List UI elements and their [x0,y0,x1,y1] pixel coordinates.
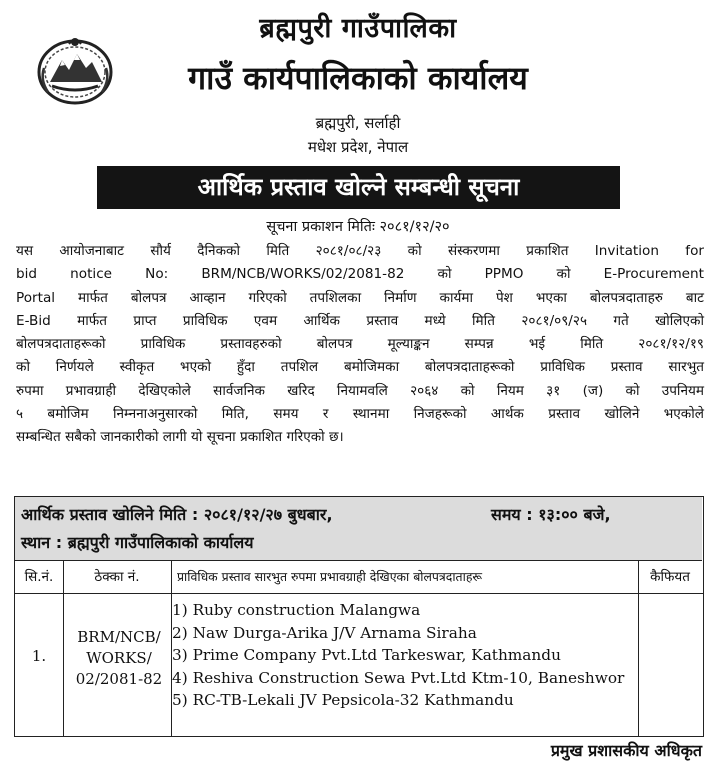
row-bidders-list [172,599,632,712]
opening-venue: स्थान : ब्रह्मपुरी गाउँपालिकाको कार्यालय [21,533,254,552]
contract-number-line: WORKS/ [86,649,152,667]
opening-date: आर्थिक प्रस्ताव खोलिने मिति : २०८१/१२/२७ बुधबार, [21,505,333,524]
notice-body-line: E-Bid मार्फत प्राप्त प्राविधिक एवम आर्थिक प्रस्ताव मध्ये मिति २०८१/०९/२५ गते खोलिएको [16,312,704,329]
contract-number-line: 02/2081-82 [75,670,163,688]
bidder-item: 2) Naw Durga-Arika J/V Arnama Siraha [172,623,477,642]
address-line-2: मधेश प्रदेश, नेपाल [307,138,409,156]
notice-body-line: को निर्णयले स्वीकृत भएको हुँदा तपशिल बमोजिमका बोलपत्रदाताहरूको प्राविधिक प्रस्ताव सारभुत [16,359,704,376]
signatory-title: प्रमुख प्रशासकीय अधिकृत [550,741,702,760]
notice-body-line: बोलपत्रदाताहरूको प्राविधिक प्रस्तावहरुको बोलपत्र मूल्याङ्कन सम्पन्न भई मिति २०८१/१२/१९ [16,336,704,353]
notice-body-line: यस आयोजनाबाट सौर्य दैनिकको मिति २०८१/०८/२३ को संस्करणमा प्रकाशित Invitation for [16,243,704,259]
notice-banner-title: आर्थिक प्रस्ताव खोल्ने सम्बन्धी सूचना [97,166,620,209]
column-header-sn: सि.नं. [24,569,54,585]
column-header-bidders: प्राविधिक प्रस्ताव सारभुत रुपमा प्रभावग्राही देखिएका बोलपत्रदाताहरू [177,569,483,584]
row-contract-number [65,627,173,690]
column-header-contract-no: ठेक्का नं. [94,569,140,585]
notice-body-line: सम्बन्धित सबैको जानकारीको लागी यो सूचना प्रकाशित गरिएको छ। [16,429,344,446]
bidder-item: 5) RC-TB-Lekali JV Pepsicola-32 Kathmandu [172,691,514,710]
bidder-item: 3) Prime Company Pvt.Ltd Tarkeswar, Kathmandu [172,646,561,665]
office-title-executive: गाउँ कार्यपालिकाको कार्यालय [188,59,528,97]
bidders-table [14,496,704,737]
bidder-item: 4) Reshiva Construction Sewa Pvt.Ltd Ktm-10, Baneshwor [172,668,625,687]
office-title-municipality: ब्रह्मपुरी गाउँपालिका [259,13,457,44]
column-header-remarks: कैफियत [650,569,690,585]
notice-body-line: Portal मार्फत बोलपत्र आव्हान गरिएको तपशिलका निर्माण कार्यमा पेश भएका बोलपत्रदाताहरु बाट [16,289,704,306]
contract-number-line: BRM/NCB/ [77,628,161,646]
notice-body [16,240,704,450]
opening-time: समय : १३:०० बजे, [491,505,611,524]
address-line-1: ब्रह्मपुरी, सर्लाही [315,114,401,132]
publication-date: सूचना प्रकाशन मितिः २०८१/१२/२० [266,219,450,235]
header-divider [15,593,703,594]
bidder-item: 1) Ruby construction Malangwa [172,601,421,619]
notice-body-line: ५ बमोजिम निम्ननाअनुसारको मिति, समय र स्थानमा निजहरूको आर्थक प्रस्ताव खोलिने भएकोले [16,406,704,423]
row-serial-number: 1. [31,647,47,665]
notice-body-line: bid notice No: BRM/NCB/WORKS/02/2081-82 को PPMO को E-Procurement [16,266,704,283]
notice-body-line: रुपमा प्रभावग्राही देखिएकोले सार्वजनिक खरिद नियामवलि २०६४ को नियम ३१ (ज) को उपनियम [16,382,704,399]
opening-schedule [15,497,702,561]
